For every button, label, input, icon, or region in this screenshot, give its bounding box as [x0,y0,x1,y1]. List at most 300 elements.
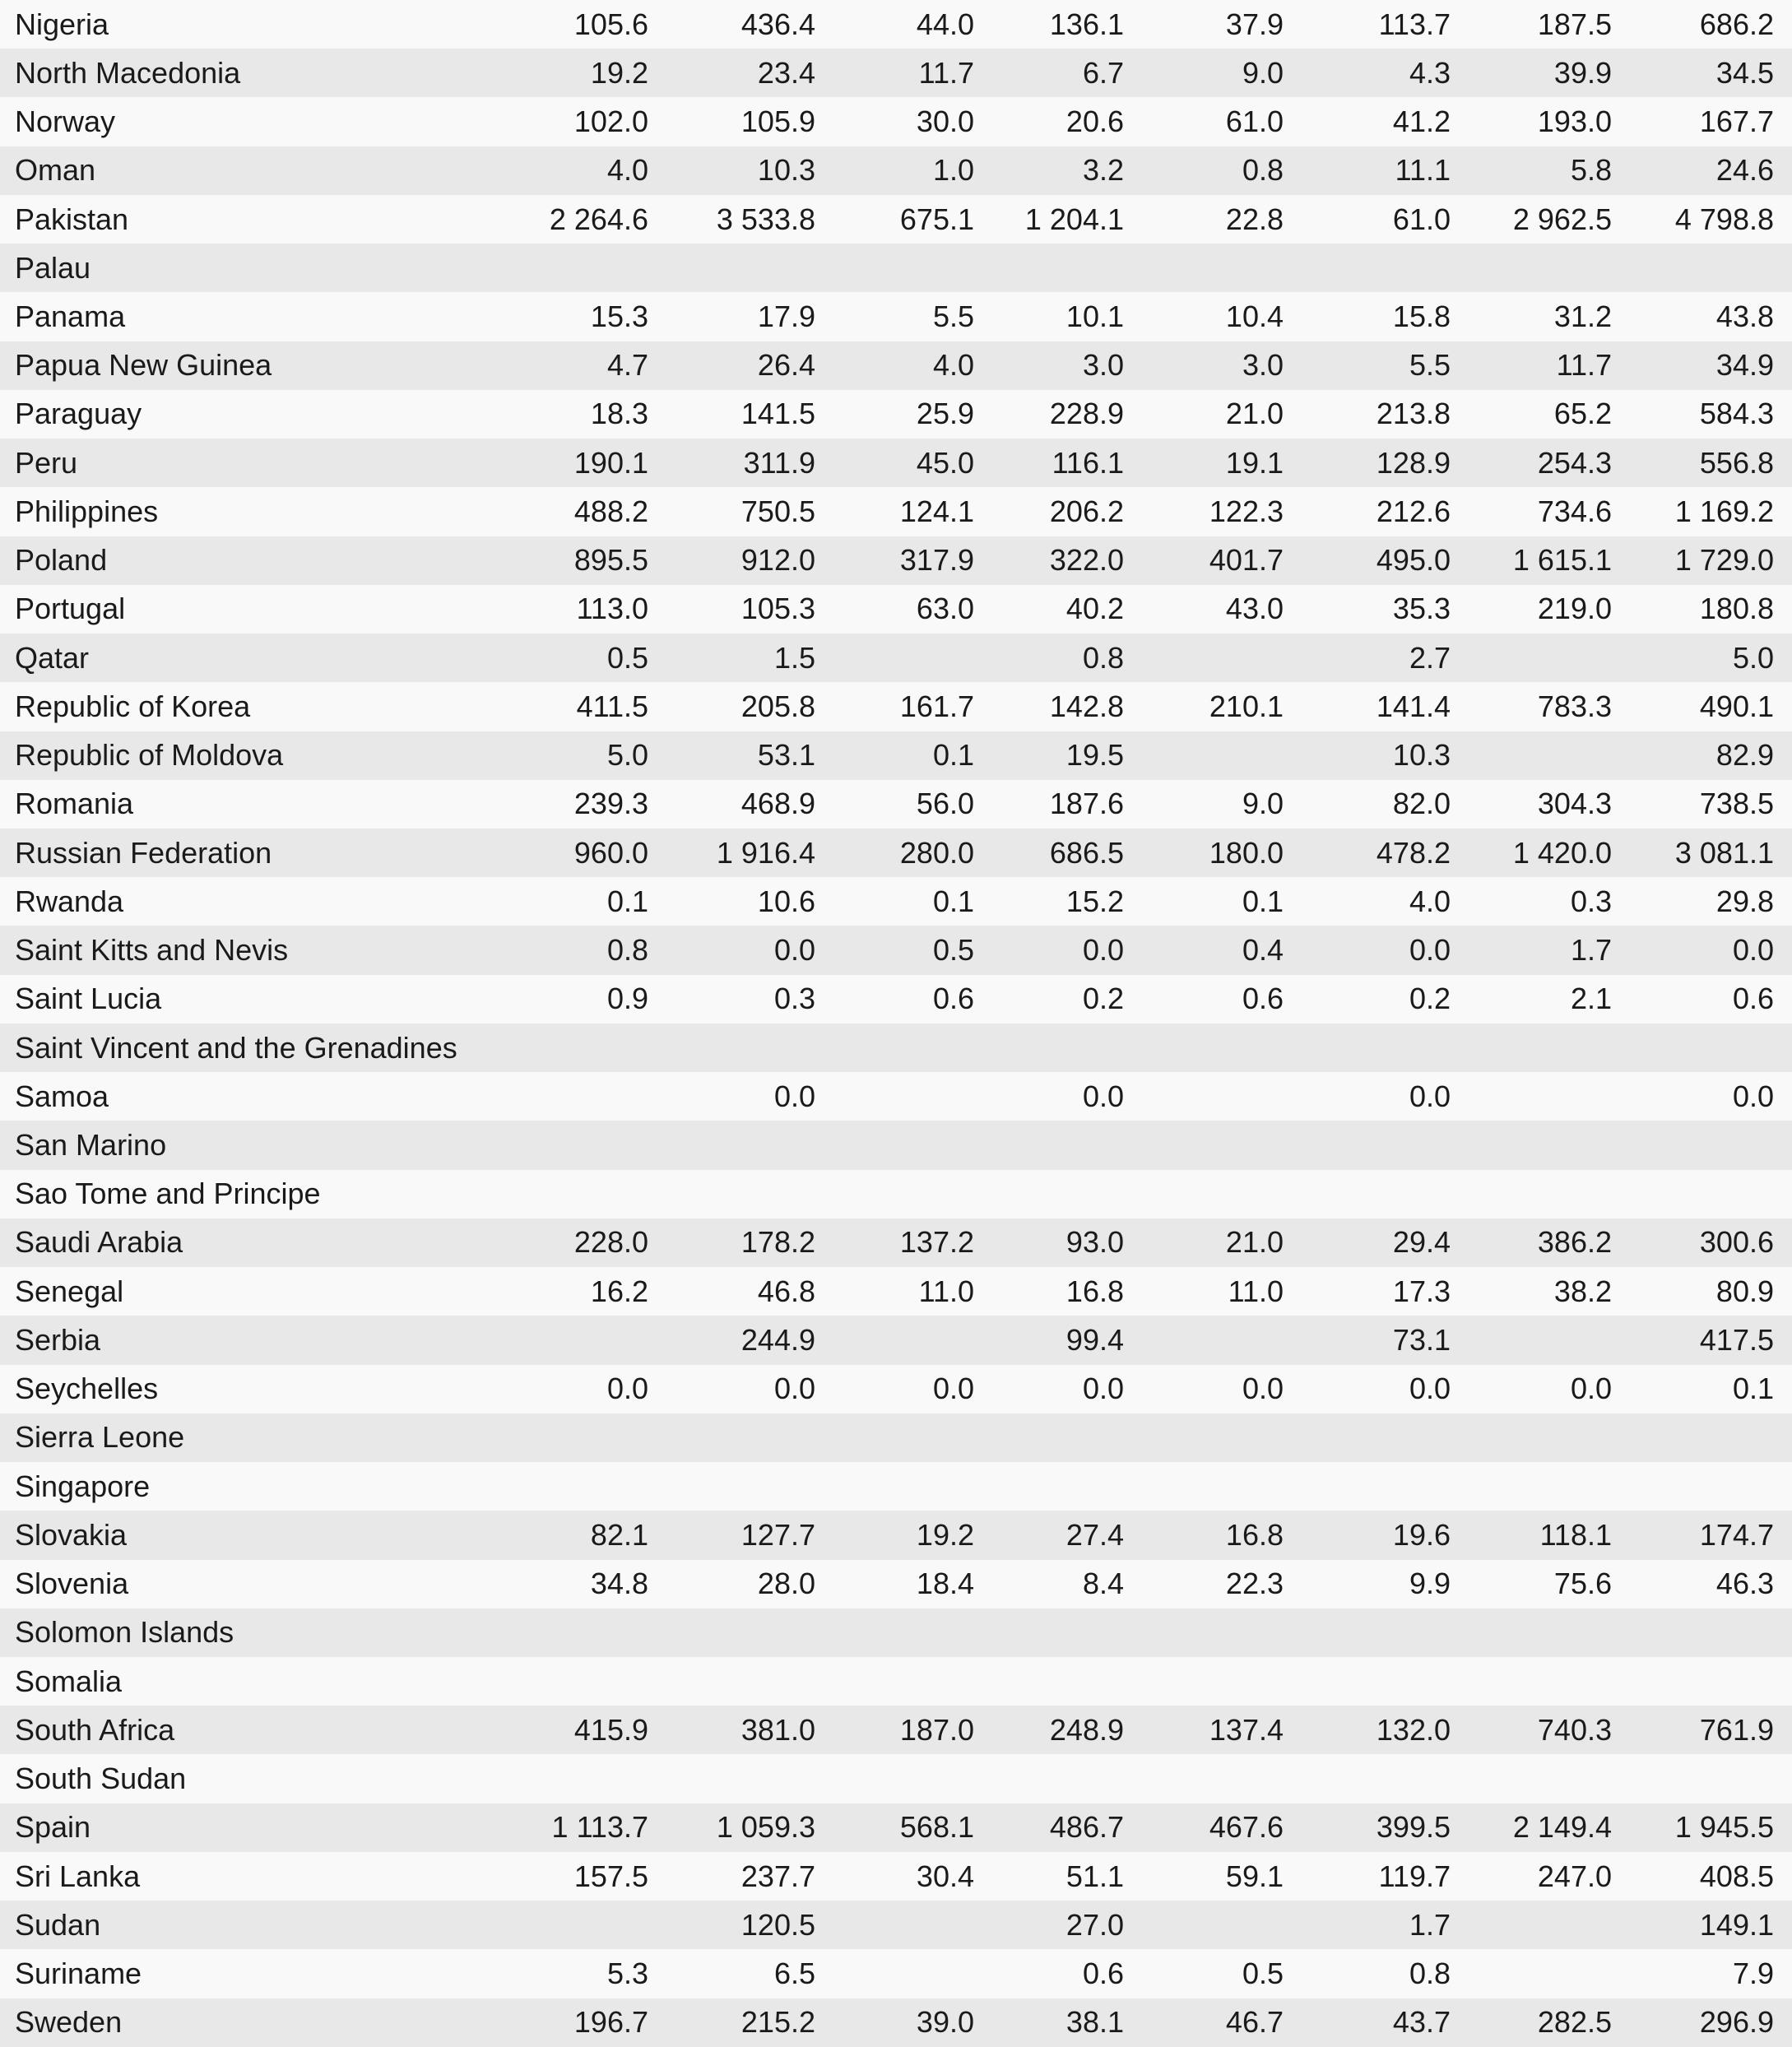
value-cell: 5.3 [606,1956,648,1990]
value-cell: 783.3 [1537,689,1612,723]
value-cell: 2 264.6 [549,202,648,236]
value-cell [461,1170,648,1218]
value-cell: 1 615.1 [1512,543,1612,578]
table-row [0,1901,1792,1949]
value-cell [1612,1024,1792,1072]
value-cell: 118.1 [1539,1517,1612,1552]
value-cell: 556.8 [1699,445,1774,480]
value-cell: 296.9 [1699,2005,1774,2040]
value-cell: 0.8 [606,933,648,968]
table-row [0,1852,1792,1901]
value-cell: 137.2 [899,1225,974,1260]
value-cell: 20.6 [1065,104,1124,139]
country-cell: Spain [15,1810,91,1845]
country-cell: North Macedonia [15,55,241,90]
value-cell: 210.1 [1209,689,1284,723]
value-cell: 10.6 [757,884,815,918]
table-row [0,585,1792,634]
value-cell: 39.0 [916,2005,974,2040]
value-cell: 0.0 [773,1079,815,1113]
value-cell [1612,1657,1792,1706]
value-cell: 399.5 [1376,1810,1451,1845]
value-cell: 15.2 [1065,884,1124,918]
value-cell: 0.2 [1409,982,1451,1016]
value-cell: 40.2 [1065,592,1124,626]
table-row [0,975,1792,1024]
value-cell: 0.8 [1082,640,1124,675]
table-row [0,1560,1792,1608]
value-cell [1612,1121,1792,1169]
value-cell: 187.0 [899,1712,974,1747]
value-cell: 0.0 [773,1372,815,1406]
value-cell [815,1462,974,1511]
value-cell: 11.7 [918,55,974,90]
table-row [0,244,1792,292]
value-cell: 56.0 [916,787,974,821]
value-cell: 19.2 [590,55,648,90]
value-cell: 0.0 [932,1372,974,1406]
value-cell: 0.6 [932,982,974,1016]
value-cell: 15.3 [590,299,648,334]
country-cell: South Africa [15,1712,175,1747]
value-cell: 41.2 [1392,104,1451,139]
value-cell: 46.3 [1715,1567,1774,1601]
value-cell: 187.6 [1049,787,1124,821]
value-cell [1451,1754,1612,1803]
table-row [0,292,1792,341]
value-cell: 248.9 [1049,1712,1124,1747]
value-cell: 206.2 [1049,494,1124,528]
value-cell: 478.2 [1376,835,1451,870]
value-cell [815,1949,974,1998]
value-cell [1451,1413,1612,1462]
country-cell: Nigeria [15,7,109,41]
value-cell: 10.3 [757,153,815,188]
value-cell [1612,1170,1792,1218]
value-cell: 0.0 [1082,1079,1124,1113]
country-cell: Republic of Korea [15,689,251,723]
value-cell: 237.7 [740,1859,815,1893]
value-cell: 2.1 [1570,982,1612,1016]
value-cell: 381.0 [740,1712,815,1747]
value-cell [1451,1316,1612,1364]
value-cell: 18.4 [916,1567,974,1601]
value-cell: 44.0 [916,7,974,41]
value-cell: 8.4 [1082,1567,1124,1601]
country-cell: Seychelles [15,1372,159,1406]
value-cell: 59.1 [1225,1859,1284,1893]
value-cell [461,1462,648,1511]
value-cell: 116.1 [1052,445,1124,480]
country-cell: Sierra Leone [15,1420,185,1455]
table-row [0,780,1792,829]
country-cell: Samoa [15,1079,109,1113]
value-cell [1284,1121,1451,1169]
table-row [0,487,1792,536]
value-cell: 25.9 [916,397,974,431]
value-cell: 5.0 [606,738,648,773]
table-row [0,536,1792,585]
value-cell: 408.5 [1699,1859,1774,1893]
value-cell: 0.1 [932,884,974,918]
value-cell [1612,1462,1792,1511]
value-cell: 23.4 [757,55,815,90]
value-cell [1124,1413,1284,1462]
value-cell: 0.0 [1409,933,1451,968]
country-cell: Singapore [15,1469,151,1503]
value-cell: 488.2 [573,494,648,528]
table-row [0,49,1792,97]
table-row [0,195,1792,244]
value-cell: 2 149.4 [1512,1810,1612,1845]
value-cell: 15.8 [1392,299,1451,334]
value-cell: 1 113.7 [551,1810,648,1845]
value-cell: 219.0 [1537,592,1612,626]
value-cell: 467.6 [1209,1810,1284,1845]
value-cell: 122.3 [1209,494,1284,528]
value-cell: 196.7 [573,2005,648,2040]
value-cell: 127.7 [740,1517,815,1552]
value-cell [974,1121,1124,1169]
value-cell: 30.4 [916,1859,974,1893]
value-cell: 0.0 [1082,933,1124,968]
value-cell: 738.5 [1699,787,1774,821]
value-cell: 5.0 [1732,640,1774,675]
value-cell [815,244,974,292]
table-row [0,1170,1792,1218]
table-row [0,926,1792,974]
value-cell [648,1754,815,1803]
value-cell: 0.0 [1570,1372,1612,1406]
value-cell [461,1024,648,1072]
value-cell: 5.8 [1570,153,1612,188]
country-cell: Senegal [15,1274,124,1308]
value-cell: 35.3 [1392,592,1451,626]
value-cell: 4 798.8 [1674,202,1774,236]
value-cell: 1 945.5 [1674,1810,1774,1845]
value-cell [1124,1072,1284,1121]
table-row [0,634,1792,682]
value-cell: 734.6 [1537,494,1612,528]
value-cell [1124,1024,1284,1072]
value-cell: 0.0 [1409,1079,1451,1113]
value-cell [1451,244,1612,292]
table-row [0,341,1792,390]
value-cell: 93.0 [1065,1225,1124,1260]
country-cell: Papua New Guinea [15,348,272,383]
value-cell: 0.4 [1242,933,1284,968]
value-cell: 239.3 [573,787,648,821]
value-cell: 0.3 [1570,884,1612,918]
table-row [0,1316,1792,1364]
value-cell [461,1754,648,1803]
country-cell: Portugal [15,592,126,626]
value-cell: 21.0 [1225,397,1284,431]
value-cell [1284,1608,1451,1657]
value-cell: 401.7 [1209,543,1284,578]
value-cell: 80.9 [1715,1274,1774,1308]
table-row [0,1949,1792,1998]
value-cell [1284,1657,1451,1706]
value-cell: 9.0 [1242,787,1284,821]
value-cell: 141.4 [1376,689,1451,723]
country-cell: Sri Lanka [15,1859,141,1893]
value-cell: 228.9 [1049,397,1124,431]
value-cell [815,1024,974,1072]
value-cell: 34.8 [590,1567,648,1601]
country-cell: Poland [15,543,108,578]
value-cell: 22.3 [1225,1567,1284,1601]
value-cell: 4.0 [932,348,974,383]
value-cell [1284,1754,1451,1803]
country-cell: Oman [15,153,96,188]
value-cell [648,1608,815,1657]
table-row [0,1754,1792,1803]
value-cell: 141.5 [740,397,815,431]
value-cell: 4.0 [1409,884,1451,918]
value-cell [1284,1413,1451,1462]
value-cell [974,1413,1124,1462]
table-row [0,731,1792,780]
value-cell: 1 420.0 [1512,835,1612,870]
value-cell: 174.7 [1699,1517,1774,1552]
value-cell: 311.9 [743,445,815,480]
value-cell: 0.6 [1732,982,1774,1016]
value-cell [974,1608,1124,1657]
value-cell [974,244,1124,292]
value-cell [1451,1901,1612,1949]
value-cell: 213.8 [1376,397,1451,431]
value-cell: 0.6 [1242,982,1284,1016]
country-cell: Republic of Moldova [15,738,284,773]
table-row [0,390,1792,439]
country-cell: Rwanda [15,884,124,918]
value-cell [648,1121,815,1169]
value-cell: 6.7 [1082,55,1124,90]
value-cell [461,1072,648,1121]
value-cell [1451,1657,1612,1706]
value-cell: 280.0 [899,835,974,870]
country-cell: Philippines [15,494,159,528]
value-cell: 1 916.4 [716,835,815,870]
value-cell [648,1024,815,1072]
value-cell: 205.8 [740,689,815,723]
value-cell [815,1901,974,1949]
value-cell: 0.5 [932,933,974,968]
value-cell: 0.0 [1732,1079,1774,1113]
value-cell: 37.9 [1225,7,1284,41]
value-cell: 10.4 [1225,299,1284,334]
value-cell: 4.3 [1409,55,1451,90]
value-cell: 11.1 [1395,153,1451,188]
value-cell: 124.1 [899,494,974,528]
value-cell: 82.1 [590,1517,648,1552]
table-row [0,829,1792,877]
value-cell: 0.1 [1732,1372,1774,1406]
value-cell: 180.0 [1209,835,1284,870]
value-cell [1451,1072,1612,1121]
value-cell: 16.2 [590,1274,648,1308]
table-row [0,1706,1792,1754]
country-cell: Pakistan [15,202,129,236]
value-cell: 415.9 [573,1712,648,1747]
value-cell [815,1413,974,1462]
value-cell: 9.9 [1409,1567,1451,1601]
country-cell: Paraguay [15,397,142,431]
value-cell: 43.7 [1392,2005,1451,2040]
value-cell: 157.5 [573,1859,648,1893]
value-cell: 9.0 [1242,55,1284,90]
value-cell: 4.0 [606,153,648,188]
value-cell [461,1608,648,1657]
value-cell: 3.0 [1242,348,1284,383]
value-cell [974,1170,1124,1218]
value-cell: 468.9 [740,787,815,821]
table-row [0,1462,1792,1511]
value-cell: 136.1 [1049,7,1124,41]
value-cell: 18.3 [590,397,648,431]
value-cell: 3.0 [1082,348,1124,383]
value-cell: 0.0 [1409,1372,1451,1406]
value-cell: 0.0 [1242,1372,1284,1406]
value-cell: 322.0 [1049,543,1124,578]
value-cell: 161.7 [899,689,974,723]
value-cell: 740.3 [1537,1712,1612,1747]
value-cell [1124,1608,1284,1657]
value-cell: 495.0 [1376,543,1451,578]
value-cell: 0.8 [1242,153,1284,188]
value-cell: 686.2 [1699,7,1774,41]
value-cell: 24.6 [1715,153,1774,188]
value-cell: 17.9 [757,299,815,334]
value-cell: 0.1 [1242,884,1284,918]
value-cell: 11.0 [918,1274,974,1308]
value-cell: 1 059.3 [716,1810,815,1845]
value-cell [1612,1413,1792,1462]
value-cell [1451,1462,1612,1511]
value-cell: 300.6 [1699,1225,1774,1260]
value-cell [1451,1121,1612,1169]
value-cell: 3 081.1 [1674,835,1774,870]
value-cell: 39.9 [1553,55,1612,90]
value-cell: 0.6 [1082,1956,1124,1990]
value-cell: 2 962.5 [1512,202,1612,236]
value-cell: 490.1 [1699,689,1774,723]
value-cell: 417.5 [1699,1322,1774,1357]
country-cell: Serbia [15,1322,101,1357]
value-cell: 486.7 [1049,1810,1124,1845]
value-cell: 102.0 [573,104,648,139]
value-cell: 254.3 [1537,445,1612,480]
value-cell: 411.5 [576,689,648,723]
value-cell: 215.2 [740,2005,815,2040]
value-cell: 0.9 [606,982,648,1016]
value-cell [461,1901,648,1949]
value-cell [1451,731,1612,780]
value-cell: 1 204.1 [1024,202,1124,236]
country-cell: Saudi Arabia [15,1225,183,1260]
value-cell: 193.0 [1537,104,1612,139]
value-cell: 17.3 [1392,1274,1451,1308]
value-cell: 675.1 [899,202,974,236]
value-cell: 0.1 [606,884,648,918]
value-cell: 167.7 [1699,104,1774,139]
value-cell [1284,1170,1451,1218]
value-cell: 1.0 [932,153,974,188]
value-cell: 5.5 [932,299,974,334]
value-cell [815,1657,974,1706]
value-cell: 0.3 [773,982,815,1016]
value-cell [1612,244,1792,292]
value-cell: 1 729.0 [1674,543,1774,578]
table-row [0,439,1792,487]
value-cell: 0.1 [932,738,974,773]
value-cell: 0.2 [1082,982,1124,1016]
value-cell [1124,1901,1284,1949]
table-row [0,97,1792,146]
value-cell [461,244,648,292]
country-cell: Saint Vincent and the Grenadines [15,1030,457,1065]
value-cell: 113.7 [1378,7,1451,41]
value-cell: 45.0 [916,445,974,480]
value-cell [1124,244,1284,292]
value-cell: 0.0 [606,1372,648,1406]
value-cell: 436.4 [740,7,815,41]
value-cell: 317.9 [899,543,974,578]
table-row [0,1998,1792,2047]
value-cell [815,1072,974,1121]
value-cell: 11.7 [1556,348,1612,383]
value-cell: 282.5 [1537,2005,1612,2040]
country-cell: Saint Lucia [15,982,162,1016]
value-cell: 304.3 [1537,787,1612,821]
country-cell: Norway [15,104,116,139]
value-cell: 27.4 [1065,1517,1124,1552]
table-row [0,1657,1792,1706]
country-cell: Sweden [15,2005,123,2040]
value-cell [815,634,974,682]
value-cell [648,244,815,292]
value-cell [461,1121,648,1169]
value-cell: 686.5 [1049,835,1124,870]
value-cell [1612,1754,1792,1803]
value-cell: 0.0 [773,933,815,968]
value-cell [974,1024,1124,1072]
value-cell: 7.9 [1732,1956,1774,1990]
country-cell: Peru [15,445,78,480]
value-cell: 65.2 [1553,397,1612,431]
value-cell: 28.0 [757,1567,815,1601]
value-cell [1612,1608,1792,1657]
value-cell [815,1754,974,1803]
table-row [0,0,1792,49]
table-row [0,1121,1792,1169]
value-cell [1124,1170,1284,1218]
table-row [0,877,1792,926]
country-cell: Solomon Islands [15,1615,234,1650]
value-cell: 61.0 [1225,104,1284,139]
value-cell [1124,1316,1284,1364]
value-cell: 149.1 [1699,1907,1774,1942]
value-cell [974,1657,1124,1706]
value-cell [648,1462,815,1511]
value-cell: 22.8 [1225,202,1284,236]
country-cell: Qatar [15,640,90,675]
value-cell: 3.2 [1082,153,1124,188]
value-cell: 132.0 [1376,1712,1451,1747]
country-cell: Palau [15,250,91,285]
value-cell: 75.6 [1553,1567,1612,1601]
